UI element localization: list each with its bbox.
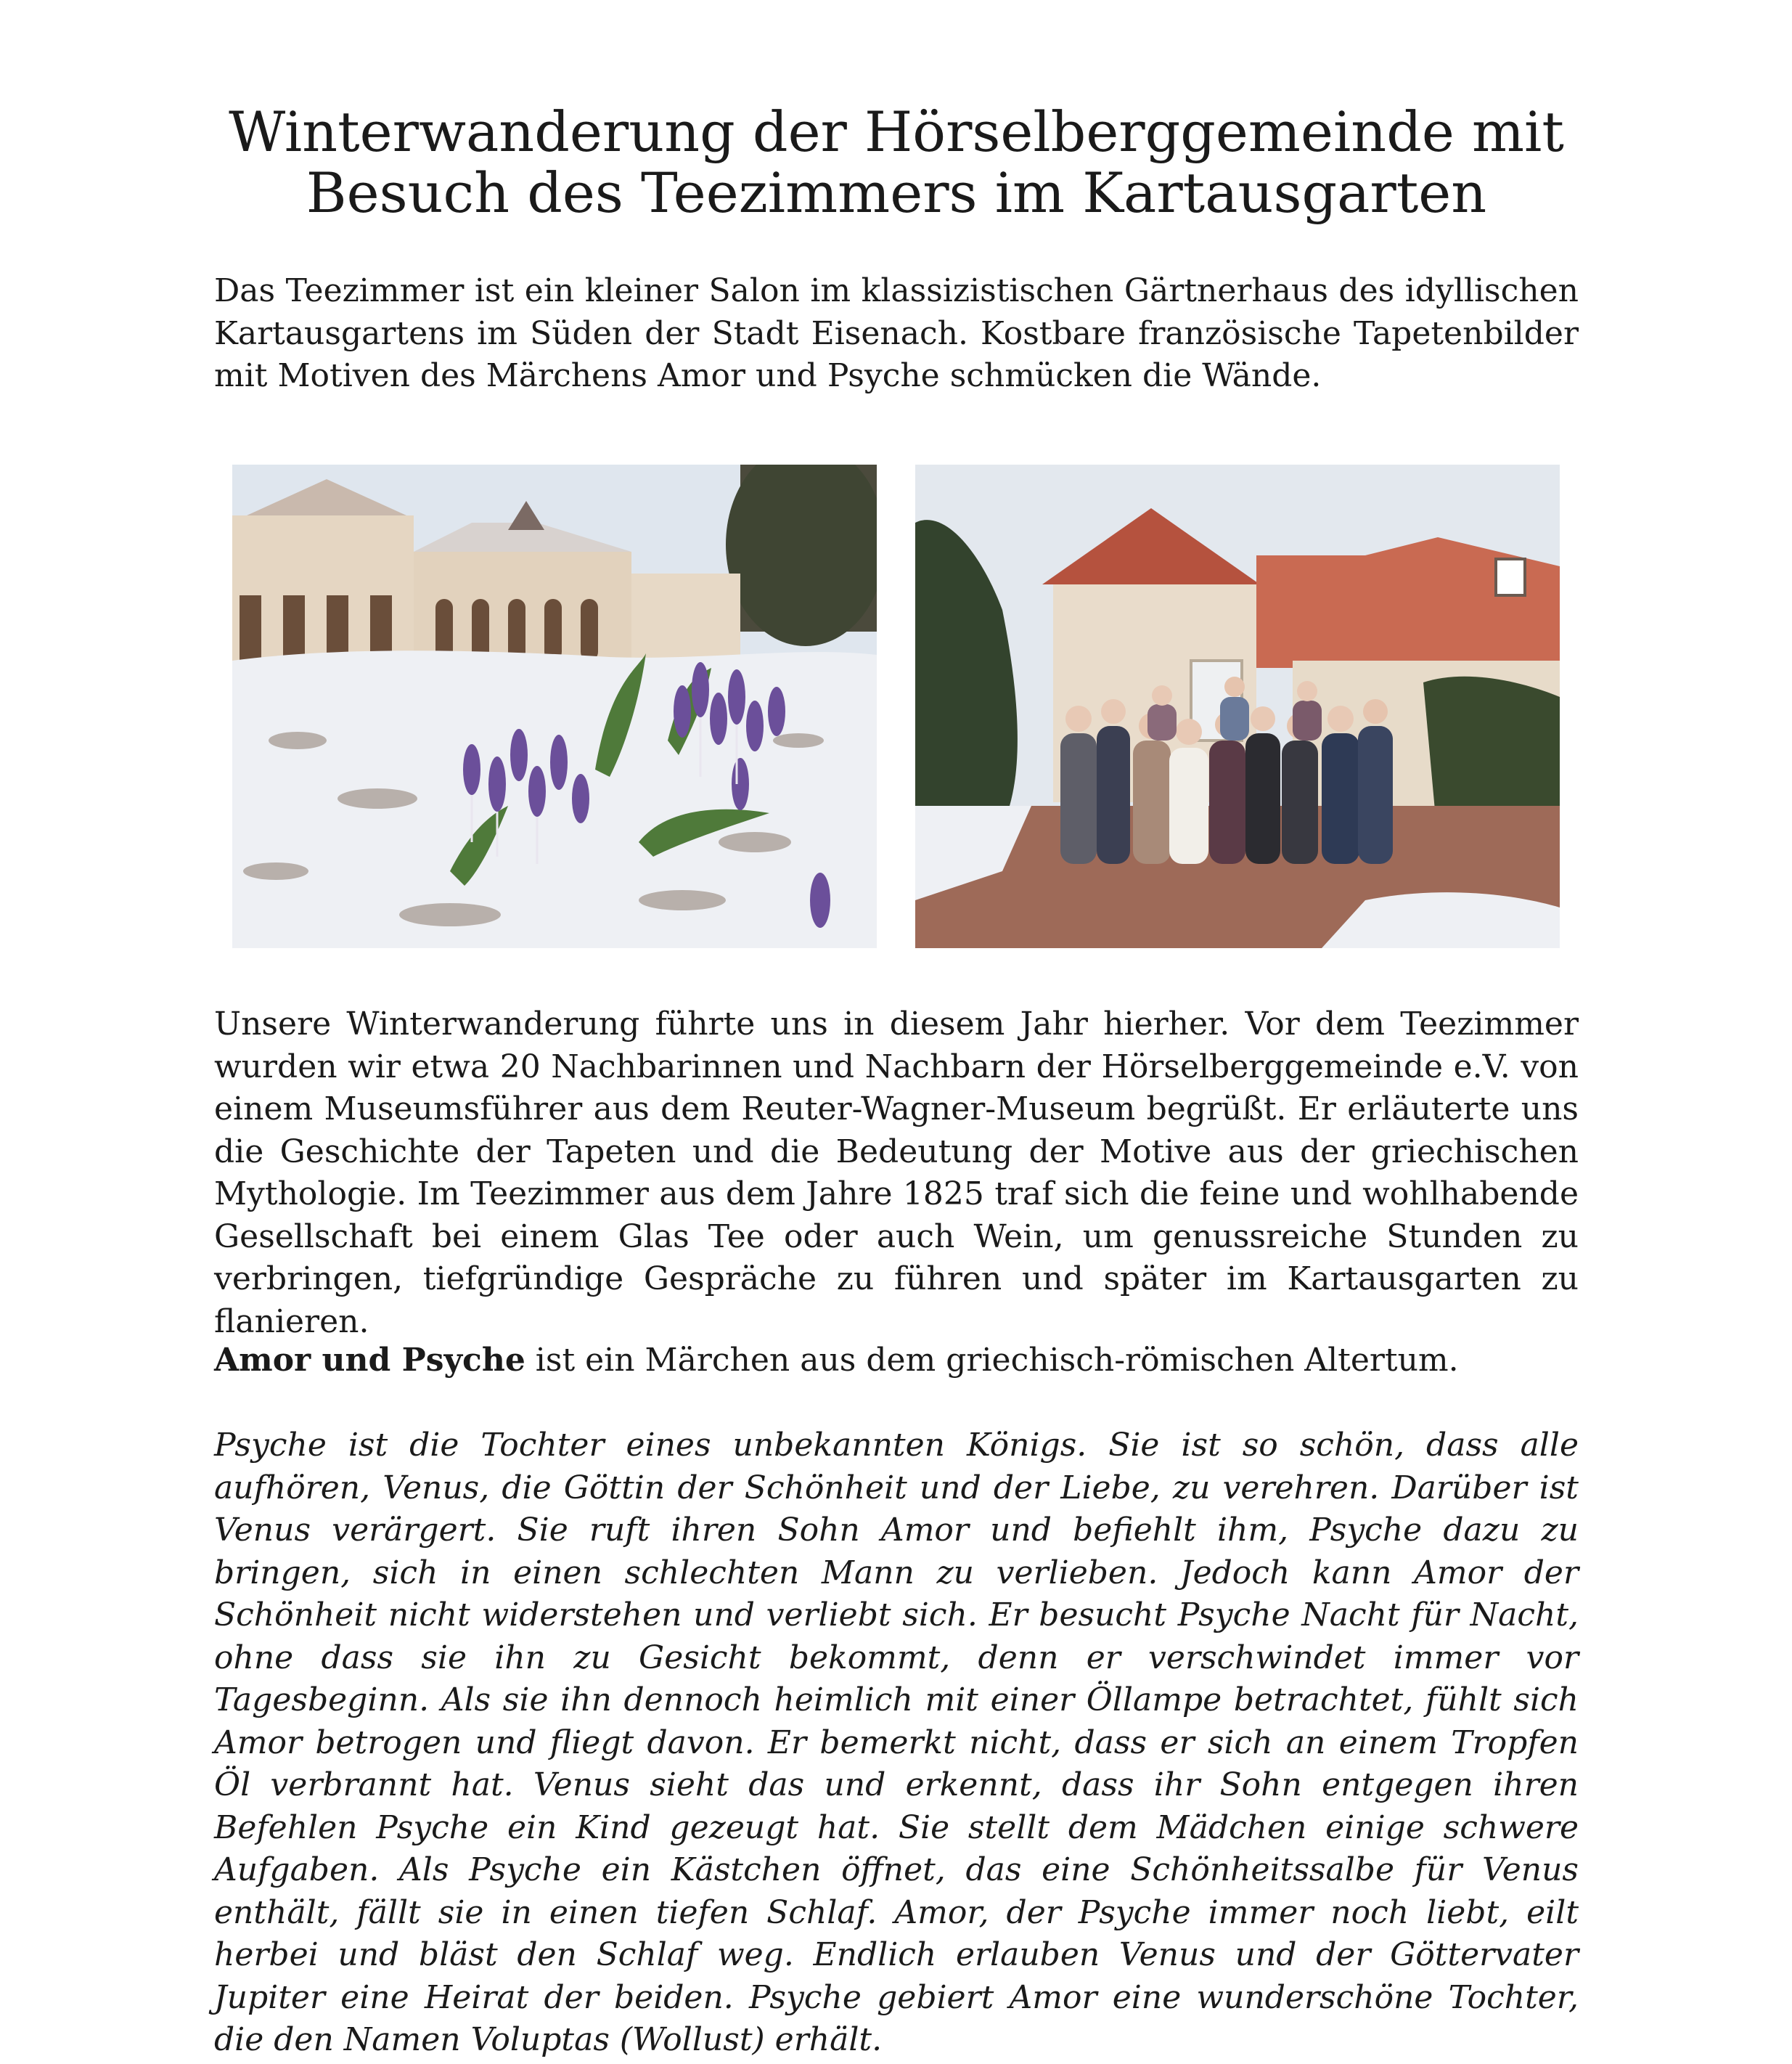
group-photo <box>915 465 1560 948</box>
group-illustration <box>915 465 1560 948</box>
visit-paragraph: Unsere Winterwanderung führte uns in diesem Jahr hierher. Vor dem Teezimmer wurden wir etwa 20 Nachbarinnen und Nachbarn der Hörselberggemeinde e.V. von einem Museumsführer aus dem Reuter-Wagner-Museum begrüßt. Er erläuterte uns die Geschichte der Tapeten und die Bedeutung der Motive aus der griechischen Mythologie. Im Teezimmer aus dem Jahre 1825 traf sich die feine und wohlhabende Gesellschaft bei einem Glas Tee oder auch Wein, um genussreiche Stunden zu verbringen, tiefgründige Gespräche zu führen und später im Kartausgarten zu flanieren. <box>214 1006 1579 1340</box>
title-line-1: Winterwanderung der Hörselberggemeinde mit <box>229 99 1564 164</box>
intro-paragraph: Das Teezimmer ist ein kleiner Salon im klassizistischen Gärtnerhaus des idyllischen Kartausgartens im Süden der Stadt Eisenach. Kostbare französische Tapetenbilder mit Motiven des Märchens Amor und Psyche schmücken die Wände. <box>214 272 1579 394</box>
crocus-snow-illustration <box>232 465 877 948</box>
page-title <box>214 99 1579 225</box>
title-line-2: Besuch des Teezimmers im Kartausgarten <box>306 160 1487 225</box>
amor-psyche-intro <box>214 1339 1579 1382</box>
amor-psyche-intro-rest: ist ein Märchen aus dem griechisch-römischen Altertum. <box>525 1342 1459 1379</box>
story-paragraph: Psyche ist die Tochter eines unbekannten Königs. Sie ist so schön, dass alle aufhören, Venus, die Göttin der Schönheit und der Liebe, zu verehren. Darüber ist Venus verärgert. Sie ruft ihren Sohn Amor und befiehlt ihm, Psyche dazu zu bringen, sich in einen schlechten Mann zu verlieben. Jedoch kann Amor der Schönheit nicht widerstehen und verliebt sich. Er besucht Psyche Nacht für Nacht, ohne dass sie ihn zu Gesicht bekommt, denn er verschwindet immer vor Tagesbeginn. Als sie ihn dennoch heimlich mit einer Öllampe betrachtet, fühlt sich Amor betrogen und fliegt davon. Er bemerkt nicht, dass er sich an einem Tropfen Öl verbrannt hat. Venus sieht das und erkennt, dass ihr Sohn entgegen ihren Befehlen Psyche ein Kind gezeugt hat. Sie stellt dem Mädchen einige schwere Aufgaben. Als Psyche ein Kästchen öffnet, das eine Schönheitssalbe für Venus enthält, fällt sie in einen tiefen Schlaf. Amor, der Psyche immer noch liebt, eilt herbei und bläst den Schlaf weg. Endlich erlauben Venus und der Göttervater Jupiter eine Heirat der beiden. Psyche gebiert Amor eine wunderschöne Tochter, die den Namen Voluptas (Wollust) erhält. <box>214 1427 1579 2058</box>
amor-psyche-bold: Amor und Psyche <box>214 1342 525 1379</box>
crocus-snow-photo <box>232 465 877 948</box>
